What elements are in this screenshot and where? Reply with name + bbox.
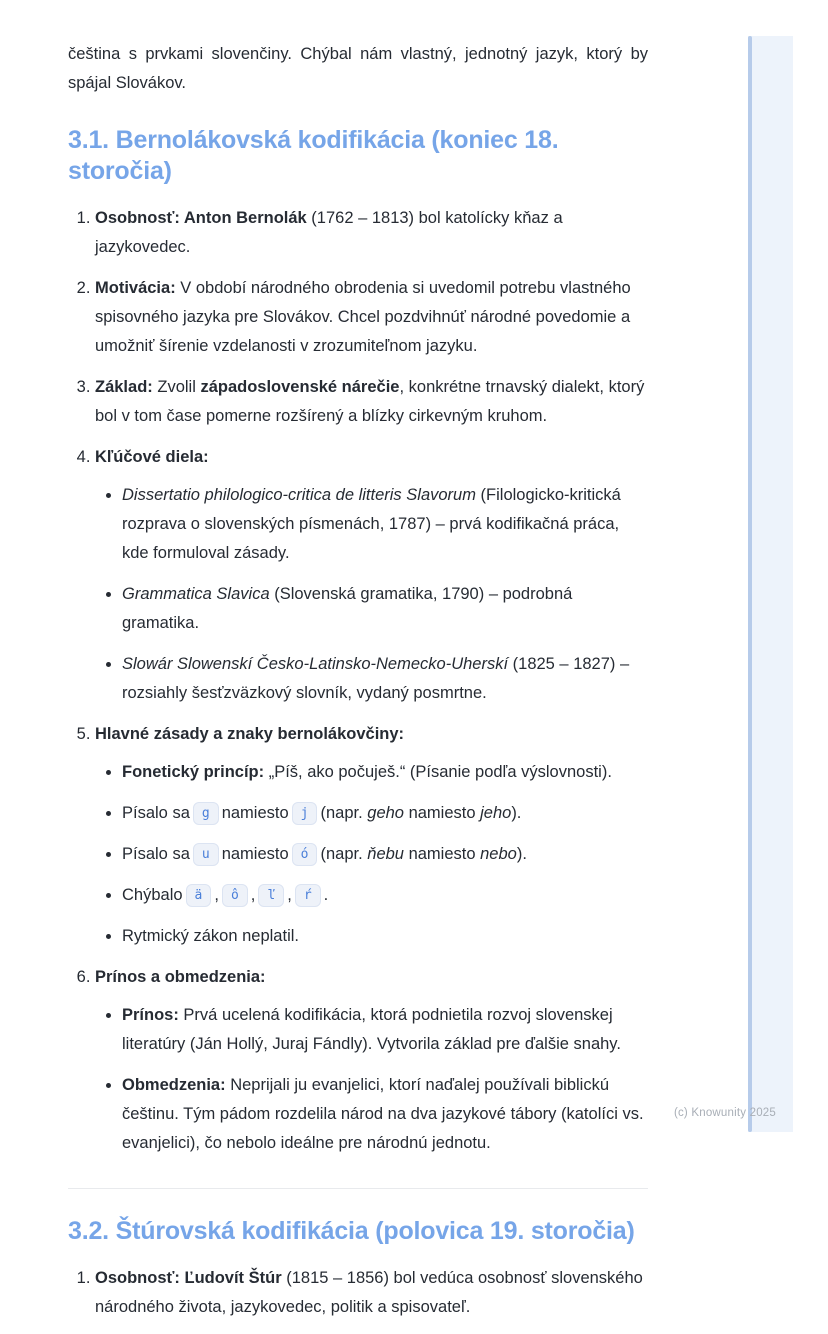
bullet-item bbox=[122, 580, 648, 638]
section-heading: 3.2. Štúrovská kodifikácia (polovica 19. storočia) bbox=[68, 1217, 635, 1245]
text-segment: namiesto bbox=[403, 804, 481, 822]
text-segment: namiesto bbox=[403, 845, 481, 863]
text-segment: namiesto bbox=[221, 804, 289, 822]
list-item bbox=[95, 443, 648, 708]
inline-code-chip: ó bbox=[292, 843, 318, 866]
list-item bbox=[95, 1264, 648, 1322]
inline-code-chip: ä bbox=[186, 884, 212, 907]
text-segment: (Filologicko-kritická rozprava o slovenských písmenách, 1787) – prvá kodifikačná práca, kde formuloval zásady. bbox=[122, 486, 621, 562]
bullet-item bbox=[122, 650, 648, 708]
text-segment: (Slovenská gramatika, 1790) – podrobná gramatika. bbox=[122, 585, 573, 632]
text-segment: Neprijali ju evanjelici, ktorí naďalej používali biblickú češtinu. Tým pádom rozdelila národ na dva jazykové tábory (katolíci vs. evanjelici), čo nebolo ideálne pre národnú jednotu. bbox=[122, 1076, 644, 1152]
text-segment: (napr. bbox=[320, 804, 368, 822]
text-segment: Prvá ucelená kodifikácia, ktorá podnietila rozvoj slovenskej literatúry (Ján Hollý, Juraj Fándly). Vytvorila základ pre ďalšie snahy. bbox=[122, 1006, 621, 1053]
intro-paragraph bbox=[68, 40, 648, 98]
list-item-text bbox=[95, 373, 648, 431]
text-segment: Písalo sa bbox=[122, 804, 190, 822]
list-item bbox=[95, 274, 648, 361]
document-body bbox=[68, 40, 648, 1334]
text-segment: namiesto bbox=[221, 845, 289, 863]
text-segment: , bbox=[214, 886, 219, 904]
bullet-item bbox=[122, 1071, 648, 1158]
list-item bbox=[95, 963, 648, 1158]
text-segment: , konkrétne trnavský dialekt, ktorý bol v tom čase pomerne rozšírený a blízky cirkevným kruhom. bbox=[95, 378, 645, 425]
text-segment: geho bbox=[367, 804, 404, 822]
text-segment: Písalo sa bbox=[122, 845, 190, 863]
copyright-watermark: (c) Knowunity 2025 bbox=[673, 1107, 776, 1119]
text-segment: ňebu bbox=[367, 845, 404, 863]
text-segment: západoslovenské nárečie bbox=[200, 378, 400, 396]
list-item-text bbox=[95, 204, 648, 262]
bullet-list bbox=[95, 481, 648, 708]
inline-code-chip: g bbox=[193, 802, 219, 825]
numbered-list bbox=[68, 1264, 648, 1322]
bullet-item bbox=[122, 881, 648, 910]
list-item bbox=[95, 373, 648, 431]
list-item-text bbox=[95, 963, 648, 992]
bullet-list bbox=[95, 758, 648, 951]
text-segment: Dissertatio philologico-critica de litteris Slavorum bbox=[122, 486, 476, 504]
inline-code-chip: ŕ bbox=[295, 884, 321, 907]
text-segment: ). bbox=[511, 804, 522, 822]
scrollbar-track[interactable] bbox=[748, 36, 793, 1132]
text-segment: V období národného obrodenia si uvedomil potrebu vlastného spisovného jazyka pre Slovákov. Chcel pozdvihnúť národné povedomie a umožniť šírenie vzdelanosti v zrozumiteľnom jazyku. bbox=[95, 279, 631, 355]
text-segment: jeho bbox=[480, 804, 512, 822]
text-segment: Kľúčové diela: bbox=[95, 448, 209, 466]
numbered-list bbox=[68, 204, 648, 1158]
text-segment: (napr. bbox=[320, 845, 368, 863]
bullet-item bbox=[122, 481, 648, 568]
text-segment: ). bbox=[516, 845, 527, 863]
text-segment: Grammatica Slavica bbox=[122, 585, 270, 603]
section-heading: 3.1. Bernolákovská kodifikácia (koniec 18. storočia) bbox=[68, 126, 559, 185]
text-segment: Prínos a obmedzenia: bbox=[95, 968, 266, 986]
text-segment: Osobnosť: Ľudovít Štúr bbox=[95, 1269, 282, 1287]
list-item-text bbox=[95, 1264, 648, 1322]
text-segment: Hlavné zásady a znaky bernolákovčiny: bbox=[95, 725, 405, 743]
text-segment: Rytmický zákon neplatil. bbox=[122, 927, 299, 945]
bullet-item bbox=[122, 1001, 648, 1059]
text-segment: (1762 – 1813) bol katolícky kňaz a jazykovedec. bbox=[95, 209, 563, 256]
text-segment: „Píš, ako počuješ.“ (Písanie podľa výslovnosti). bbox=[264, 763, 612, 781]
text-segment: (1815 – 1856) bol vedúca osobnosť slovenského národného života, jazykovedec, politik a spisovateľ. bbox=[95, 1269, 643, 1316]
list-item bbox=[95, 204, 648, 262]
text-segment: Chýbalo bbox=[122, 886, 183, 904]
bullet-item bbox=[122, 799, 648, 828]
text-segment: nebo bbox=[480, 845, 517, 863]
inline-code-chip: u bbox=[193, 843, 219, 866]
text-segment: čeština s prvkami slovenčiny. Chýbal nám vlastný, jednotný jazyk, ktorý by spájal Slovákov. bbox=[68, 45, 648, 92]
text-segment: Zvolil bbox=[152, 378, 201, 396]
inline-code-chip: j bbox=[292, 802, 318, 825]
text-segment: Obmedzenia: bbox=[122, 1076, 226, 1094]
bullet-list bbox=[95, 1001, 648, 1158]
text-segment: , bbox=[250, 886, 256, 904]
list-item-text bbox=[95, 274, 648, 361]
list-item bbox=[95, 720, 648, 951]
inline-code-chip: ľ bbox=[258, 884, 284, 907]
text-segment: , bbox=[287, 886, 292, 904]
text-segment: (1825 – 1827) – rozsiahly šesťzväzkový slovník, vydaný posmrtne. bbox=[122, 655, 630, 702]
inline-code-chip: ô bbox=[222, 884, 248, 907]
text-segment: Osobnosť: Anton Bernolák bbox=[95, 209, 307, 227]
text-segment: Základ: bbox=[95, 378, 153, 396]
section-divider bbox=[68, 1188, 648, 1189]
bullet-item bbox=[122, 922, 648, 951]
list-item-text bbox=[95, 720, 648, 749]
text-segment: Fonetický princíp: bbox=[122, 763, 265, 781]
bullet-item bbox=[122, 840, 648, 869]
list-item-text bbox=[95, 443, 648, 472]
text-segment: Motivácia: bbox=[95, 279, 176, 297]
text-segment: . bbox=[323, 886, 329, 904]
scrollbar-thumb[interactable] bbox=[748, 36, 752, 1132]
bullet-item bbox=[122, 758, 648, 787]
text-segment: Slowár Slowenskí Česko-Latinsko-Nemecko-Uherskí bbox=[122, 655, 509, 673]
text-segment: Prínos: bbox=[122, 1006, 179, 1024]
